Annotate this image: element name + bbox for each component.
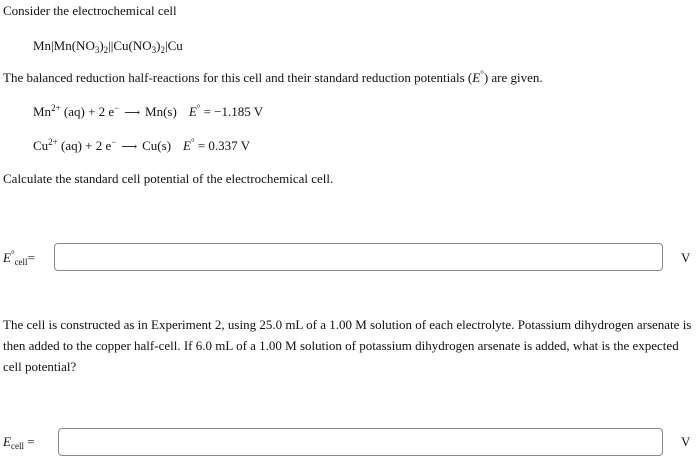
cell-notation: $Mn|Mn(NO_3)_2||Cu(NO_3)_2|Cu$	[33, 38, 183, 55]
answer2-label: $E_{cell}$ =	[3, 434, 35, 451]
cell-potential-input[interactable]	[58, 428, 663, 456]
half-reactions-intro: The balanced reduction half-reactions for this cell and their standard reduction potentials (E°) are given.	[3, 69, 543, 85]
question-cell-potential: The cell is constructed as in Experiment 2, using 25.0 mL of a 1.00 M solution of each electrolyte. Potassium dihydrogen arsenate is then added to the copper half-cell. If 6.0 mL of a 1.00 M solution of potassium dihydrogen arsenate is added, what is the expected cell potential?	[3, 317, 692, 374]
standard-cell-potential-input[interactable]	[54, 243, 663, 271]
reaction-arrow-icon: ⟶	[121, 141, 138, 153]
reaction-manganese: $Mn^{2+}$ (aq) + 2 e− ⟶ Mn(s) E° = −1.185 V	[33, 103, 264, 119]
answer1-label: $E^\circ_{cell}=$	[3, 249, 35, 267]
reaction-copper: $Cu^{2+}$ (aq) + 2 e− ⟶ Cu(s) E° = 0.337 V	[33, 137, 251, 153]
answer2-unit: V	[681, 434, 691, 449]
question-standard-potential: Calculate the standard cell potential of the electrochemical cell.	[3, 171, 334, 186]
intro-text: Consider the electrochemical cell	[3, 3, 177, 18]
answer1-unit: V	[681, 250, 691, 265]
reaction-arrow-icon: ⟶	[124, 107, 141, 119]
